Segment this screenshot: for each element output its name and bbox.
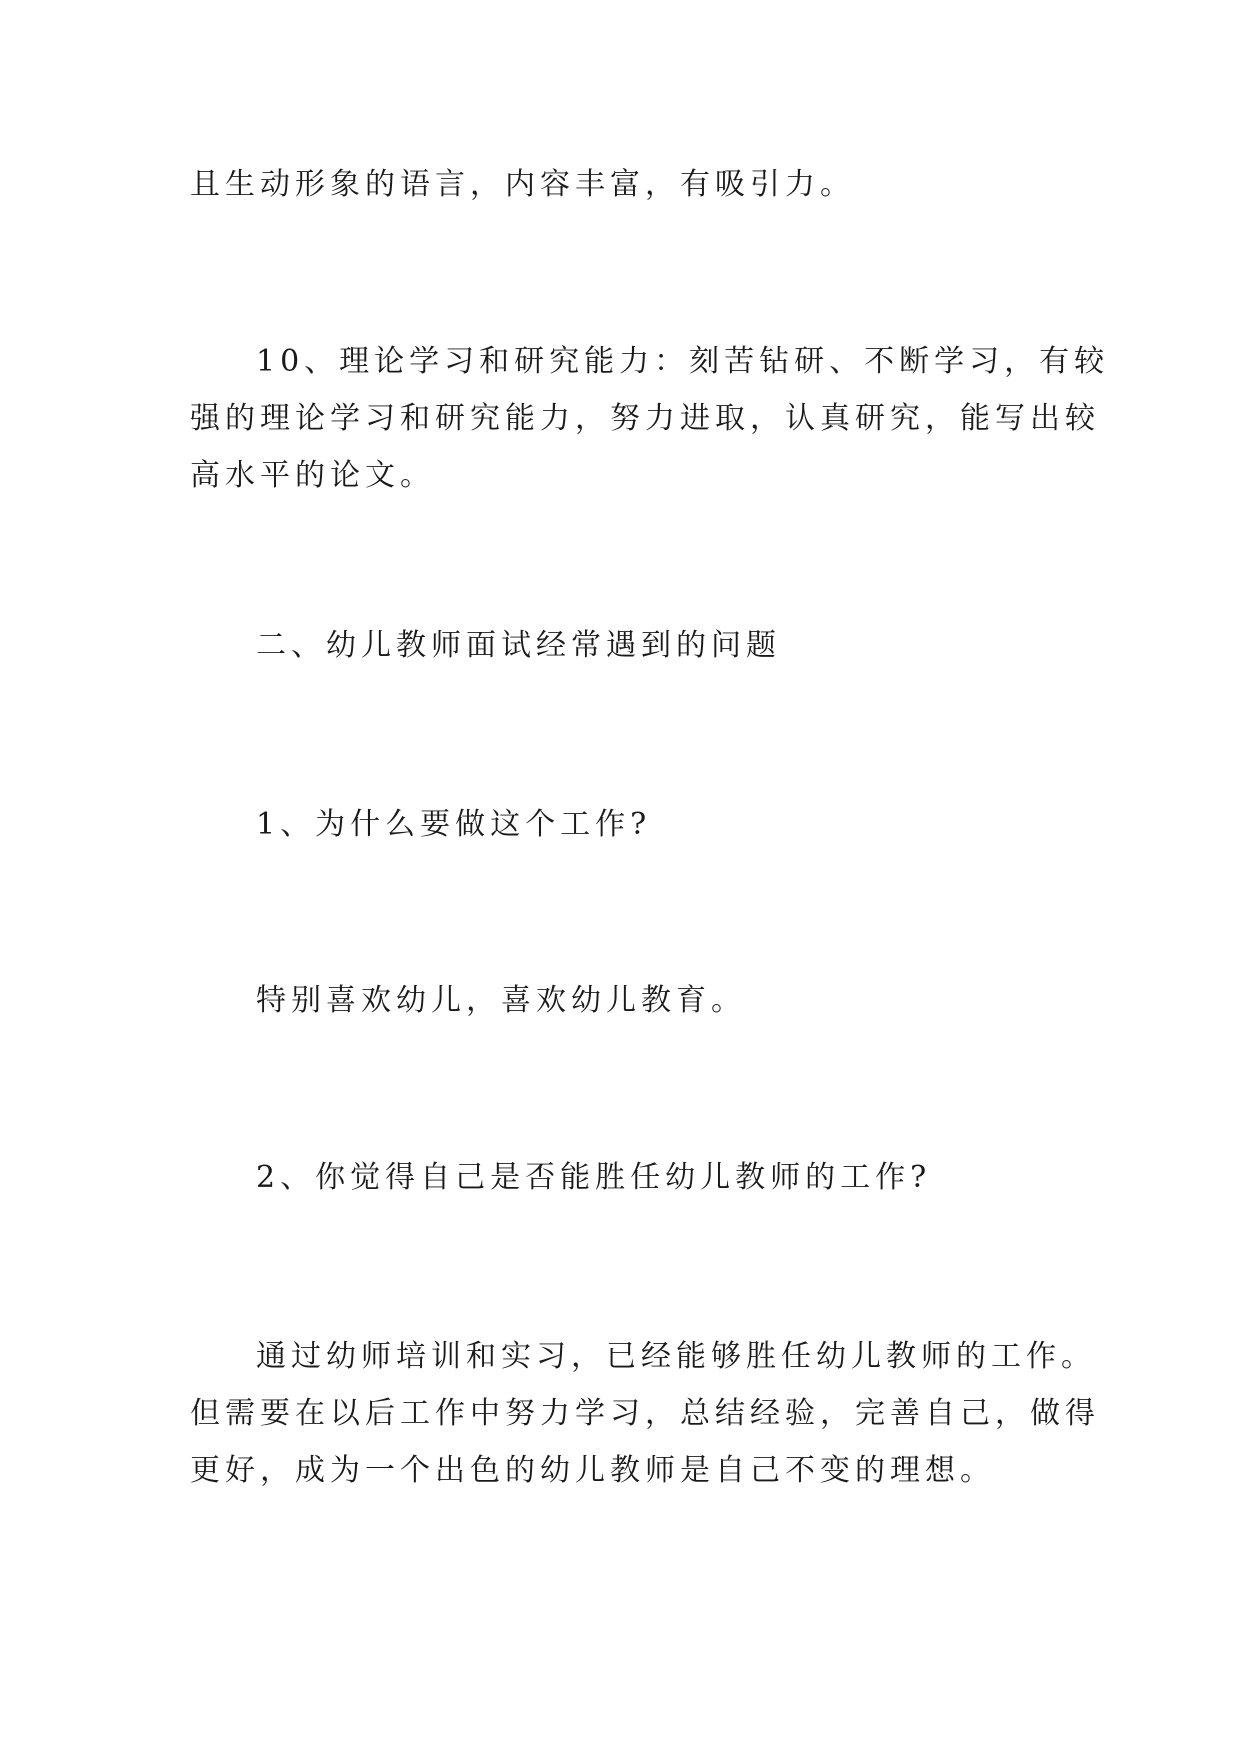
text-line: 1、为什么要做这个工作?	[256, 807, 652, 842]
answer-1	[190, 972, 1070, 1029]
text-line: 强的理论学习和研究能力，努力进取，认真研究，能写出较	[190, 401, 1100, 436]
paragraph-continuation	[190, 156, 1070, 213]
text-line: 10、理论学习和研究能力：刻苦钻研、不断学习，有较	[256, 344, 1110, 379]
text-line: 但需要在以后工作中努力学习，总结经验，完善自己，做得	[190, 1396, 1100, 1431]
paragraph-item-10	[190, 333, 1110, 504]
text-line: 且生动形象的语言，内容丰富，有吸引力。	[190, 167, 855, 202]
text-line: 高水平的论文。	[190, 458, 435, 493]
text-line: 特别喜欢幼儿，喜欢幼儿教育。	[256, 983, 746, 1018]
text-line: 二、幼儿教师面试经常遇到的问题	[256, 628, 781, 663]
section-heading	[190, 617, 1070, 674]
text-line: 更好，成为一个出色的幼儿教师是自己不变的理想。	[190, 1453, 995, 1488]
text-line: 通过幼师培训和实习，已经能够胜任幼儿教师的工作。	[256, 1339, 1096, 1374]
question-2	[190, 1149, 1070, 1206]
answer-2	[190, 1328, 1100, 1499]
question-1	[190, 796, 1070, 853]
text-line: 2、你觉得自己是否能胜任幼儿教师的工作?	[256, 1160, 932, 1195]
